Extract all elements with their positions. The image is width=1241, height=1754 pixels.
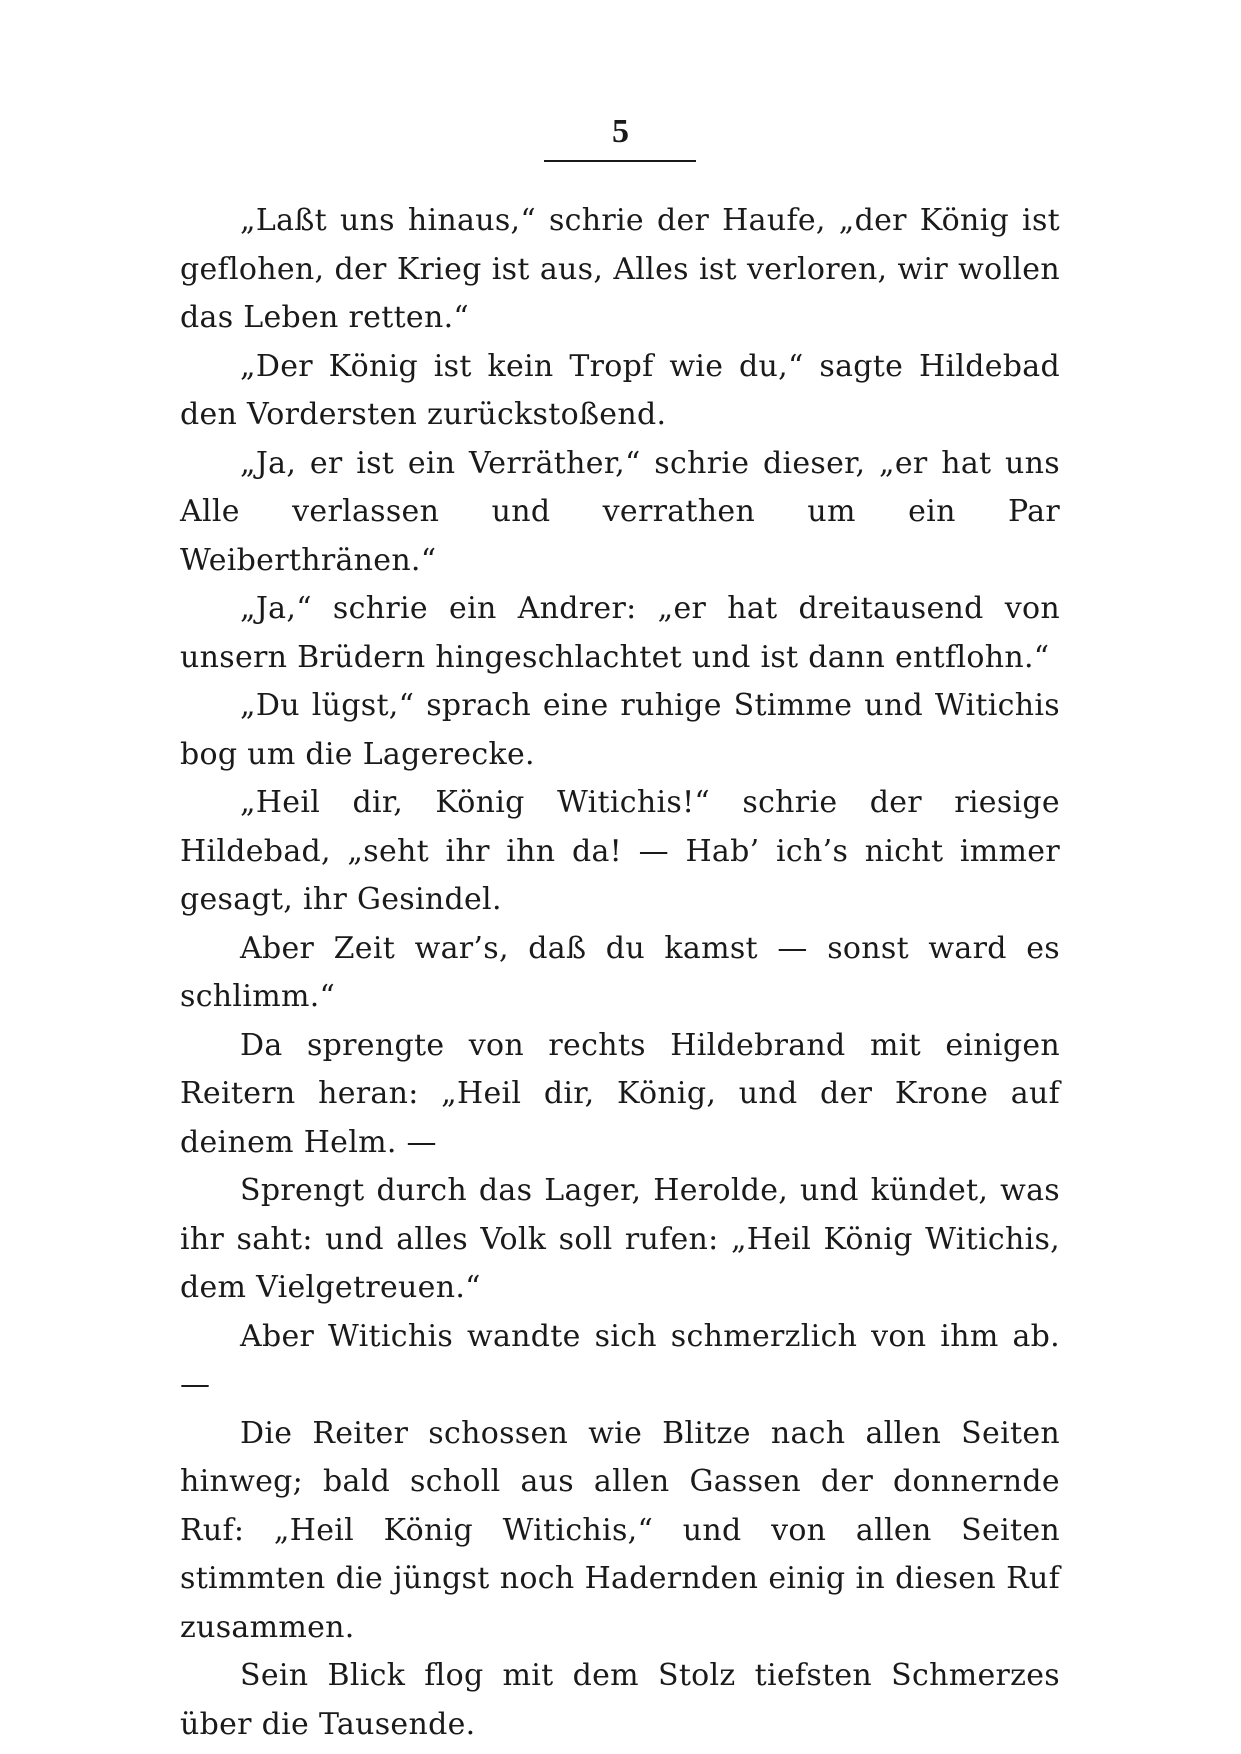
paragraph: „Ja,“ schrie ein Andrer: „er hat dreitausend von unsern Brüdern hingeschlachtet und ist dann entflohn.“ <box>180 591 1060 675</box>
header-rule <box>544 160 696 162</box>
paragraph: „Laßt uns hinaus,“ schrie der Haufe, „der König ist geflohen, der Krieg ist aus, Alles ist verloren, wir wollen das Leben retten.“ <box>180 203 1060 335</box>
paragraph: Da sprengte von rechts Hildebrand mit einigen Reitern heran: „Heil dir, König, und der Krone auf deinem Helm. — <box>180 1027 1060 1160</box>
paragraph: „Ja, er ist ein Verräther,“ schrie dieser, „er hat uns Alle verlassen und verrathen um ein Par Weiberthränen.“ <box>180 445 1060 578</box>
page-number: 5 <box>612 113 629 150</box>
paragraph: Sein Blick flog mit dem Stolz tiefsten Schmerzes über die Tausende. <box>180 1658 1060 1742</box>
paragraph: „Der König ist kein Tropf wie du,“ sagte Hildebad den Vordersten zurückstoßend. <box>180 348 1060 432</box>
paragraph: Sprengt durch das Lager, Herolde, und kündet, was ihr saht: und alles Volk soll rufen: „Heil König Witichis, dem Vielgetreuen.“ <box>180 1173 1060 1305</box>
paragraph: Aber Zeit war’s, daß du kamst — sonst ward es schlimm.“ <box>180 930 1060 1014</box>
body-text <box>180 197 1060 1749</box>
paragraph: Aber Witichis wandte sich schmerzlich von ihm ab. — <box>180 1318 1060 1402</box>
paragraph: Die Reiter schossen wie Blitze nach allen Seiten hinweg; bald scholl aus allen Gassen der donnernde Ruf: „Heil König Witichis,“ und von allen Seiten stimmten die jüngst noch Hadernden einig in diesen Ruf zusammen. <box>180 1415 1060 1645</box>
paragraph: „Du lügst,“ sprach eine ruhige Stimme und Witichis bog um die Lagerecke. <box>180 688 1060 772</box>
paragraph: „Heil dir, König Witichis!“ schrie der riesige Hildebad, „seht ihr ihn da! — Hab’ ich’s nicht immer gesagt, ihr Gesindel. <box>180 785 1060 917</box>
